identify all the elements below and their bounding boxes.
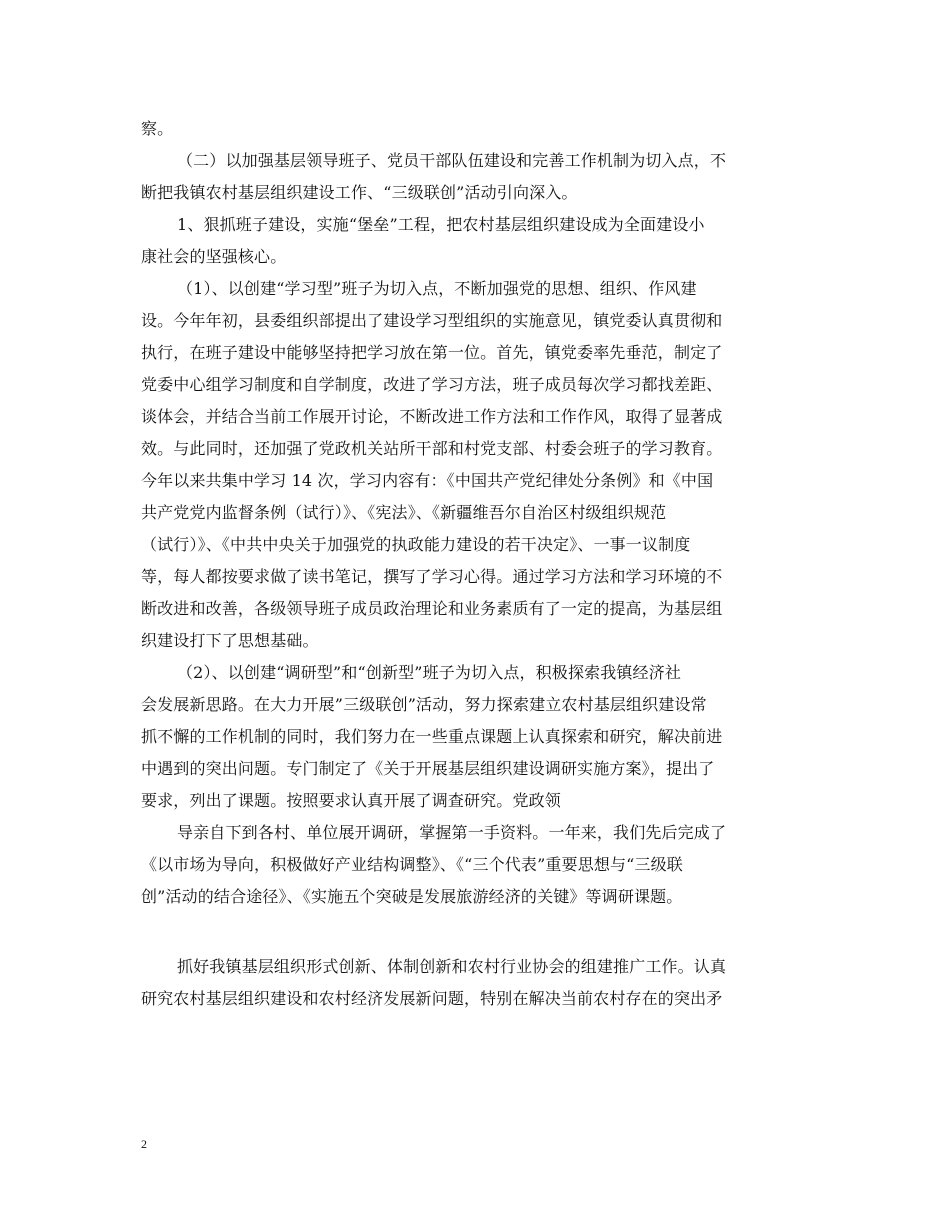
text-line: （试行）》、《中共中央关于加强党的执政能力建设的若干决定》、一事一议制度 [141, 535, 691, 554]
document-body [141, 113, 809, 1015]
text-line: 执行，在班子建设中能够坚持把学习放在第一位。首先，镇党委率先垂范，制定了 [141, 343, 723, 362]
text-line: 《以市场为导向，积极做好产业结构调整》、《“三个代表”重要思想与“三级联 [141, 855, 683, 874]
paragraph-start: 抓好我镇基层组织形式创新、体制创新和农村行业协会的组建推广工作。认真 [177, 957, 727, 976]
paragraph-start: （2）、以创建“调研型”和“创新型”班子为切入点，积极探索我镇经济社 [177, 663, 681, 682]
text-line: 康社会的坚强核心。 [141, 247, 287, 266]
subsection-heading: 1、狠抓班子建设，实施“堡垒”工程，把农村基层组织建设成为全面建设小 [177, 215, 705, 234]
text-line: 效。与此同时，还加强了党政机关站所干部和村党支部、村委会班子的学习教育。 [141, 439, 723, 458]
text-line: 设。今年年初，县委组织部提出了建设学习型组织的实施意见，镇党委认真贯彻和 [141, 311, 723, 330]
text-line: 创”活动的结合途径》、《实施五个突破是发展旅游经济的关键》等调研课题。 [141, 887, 683, 906]
text-line: 断把我镇农村基层组织建设工作、“三级联创”活动引向深入。 [141, 183, 578, 202]
paragraph-gap [141, 913, 809, 951]
section-heading: （二）以加强基层领导班子、党员干部队伍建设和完善工作机制为切入点，不 [177, 151, 727, 170]
text-line: 要求，列出了课题。按照要求认真开展了调查研究。党政领 [141, 791, 561, 810]
text-line: 中遇到的突出问题。专门制定了《关于开展基层组织建设调研实施方案》，提出了 [141, 759, 715, 778]
paragraph-start: 导亲自下到各村、单位展开调研，掌握第一手资料。一年来，我们先后完成了 [177, 823, 727, 842]
text-line: 研究农村基层组织建设和农村经济发展新问题，特别在解决当前农村存在的突出矛 [141, 989, 723, 1008]
text-line: 会发展新思路。在大力开展”三级联创”活动，努力探索建立农村基层组织建设常 [141, 695, 707, 714]
text-line: 断改进和改善，各级领导班子成员政治理论和业务素质有了一定的提高，为基层组 [141, 599, 723, 618]
paragraph-start: （1）、以创建“学习型”班子为切入点，不断加强党的思想、组织、作风建 [177, 279, 697, 298]
text-line: 织建设打下了思想基础。 [141, 631, 319, 650]
text-line: 谈体会，并结合当前工作展开讨论，不断改进工作方法和工作作风，取得了显著成 [141, 407, 723, 426]
page-number: 2 [141, 1137, 147, 1151]
text-line: 等，每人都按要求做了读书笔记，撰写了学习心得。通过学习方法和学习环境的不 [141, 567, 723, 586]
text-line: 共产党党内监督条例（试行）》、《宪法》、《新疆维吾尔自治区村级组织规范 [141, 503, 667, 522]
text-line: 察。 [141, 119, 174, 138]
text-line: 抓不懈的工作机制的同时，我们努力在一些重点课题上认真探索和研究，解决前进 [141, 727, 723, 746]
text-line: 党委中心组学习制度和自学制度，改进了学习方法，班子成员每次学习都找差距、 [141, 375, 723, 394]
text-line: 今年以来共集中学习 14 次，学习内容有：《中国共产党纪律处分条例》和《中国 [141, 471, 714, 490]
